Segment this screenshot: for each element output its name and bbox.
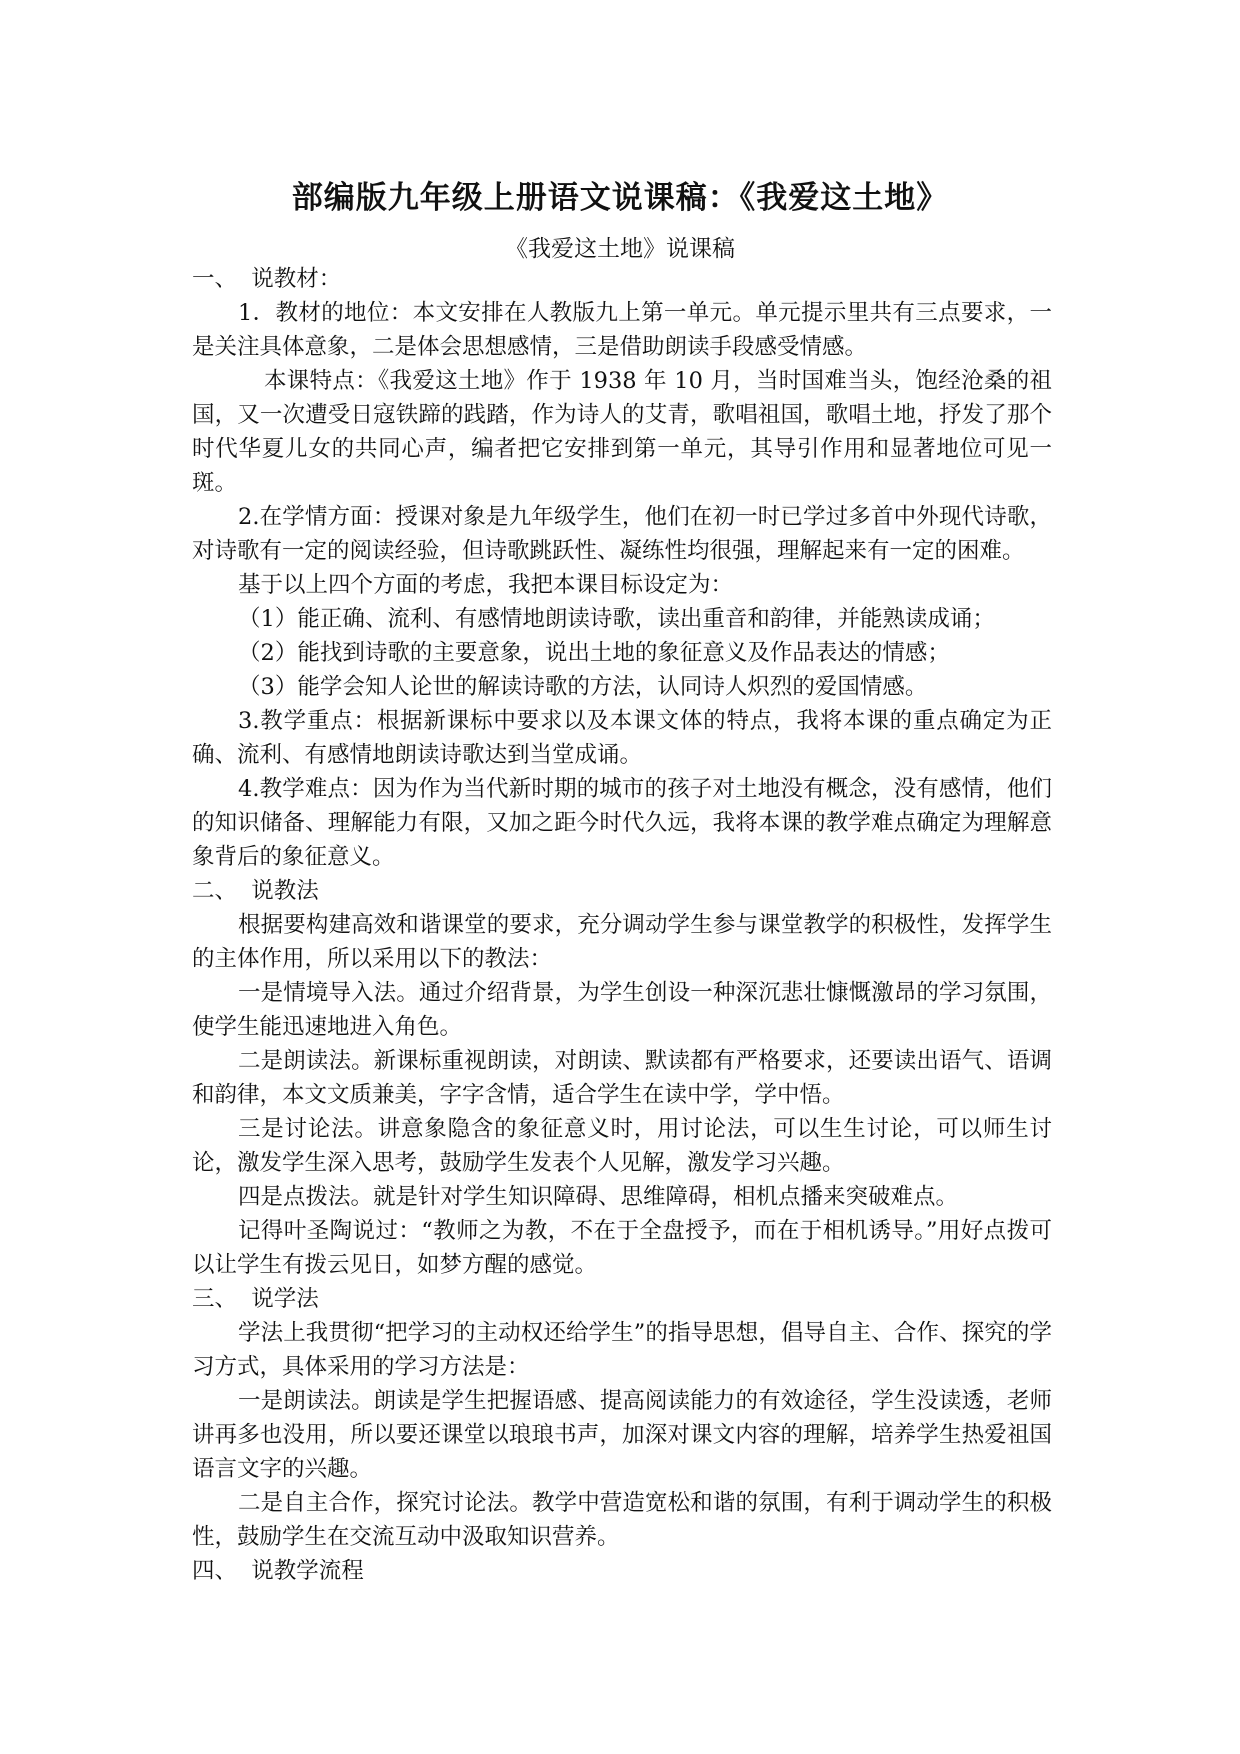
document-title: 部编版九年级上册语文说课稿：《我爱这土地》 (291, 180, 949, 216)
paragraph: 一是情境导入法。通过介绍背景，为学生创设一种深沉悲壮慷慨激昂的学习氛围，使学生能迅速地进入角色。 (192, 980, 1052, 1040)
paragraph: 2.在学情方面：授课对象是九年级学生，他们在初一时已学过多首中外现代诗歌，对诗歌有一定的阅读经验，但诗歌跳跃性、凝练性均很强，理解起来有一定的困难。 (192, 504, 1052, 564)
paragraph: 四是点拨法。就是针对学生知识障碍、思维障碍，相机点播来突破难点。 (238, 1184, 959, 1210)
paragraph: 二是朗读法。新课标重视朗读，对朗读、默读都有严格要求，还要读出语气、语调和韵律，本文文质兼美，字字含情，适合学生在读中学，学中悟。 (192, 1048, 1052, 1108)
objective-item: （3）能学会知人论世的解读诗歌的方法，认同诗人炽烈的爱国情感。 (238, 674, 928, 700)
document-body (192, 262, 1052, 1588)
paragraph: 学法上我贯彻“把学习的主动权还给学生”的指导思想，倡导自主、合作、探究的学习方式，具体采用的学习方法是： (192, 1320, 1052, 1380)
paragraph: 3.教学重点：根据新课标中要求以及本课文体的特点，我将本课的重点确定为正确、流利、有感情地朗读诗歌达到当堂成诵。 (192, 708, 1052, 768)
paragraph: 根据要构建高效和谐课堂的要求，充分调动学生参与课堂教学的积极性，发挥学生的主体作用，所以采用以下的教法： (192, 912, 1052, 972)
paragraph: 本课特点：《我爱这土地》作于 1938 年 10 月，当时国难当头，饱经沧桑的祖国，又一次遭受日寇铁蹄的践踏，作为诗人的艾青，歌唱祖国，歌唱土地，抒发了那个时代华夏儿女的共同心声，编者把它安排到第一单元，其导引作用和显著地位可见一斑。 (192, 368, 1052, 496)
section-heading-1: 一、 说教材： (192, 266, 342, 292)
paragraph: 二是自主合作，探究讨论法。教学中营造宽松和谐的氛围，有利于调动学生的积极性，鼓励学生在交流互动中汲取知识营养。 (192, 1490, 1052, 1550)
paragraph: 记得叶圣陶说过：“教师之为教，不在于全盘授予，而在于相机诱导。”用好点拨可以让学生有拨云见日，如梦方醒的感觉。 (192, 1218, 1052, 1278)
paragraph: 4.教学难点：因为作为当代新时期的城市的孩子对土地没有概念，没有感情，他们的知识储备、理解能力有限，又加之距今时代久远，我将本课的教学难点确定为理解意象背后的象征意义。 (192, 776, 1052, 870)
paragraph: 一是朗读法。朗读是学生把握语感、提高阅读能力的有效途径，学生没读透，老师讲再多也没用，所以要还课堂以琅琅书声，加深对课文内容的理解，培养学生热爱祖国语言文字的兴趣。 (192, 1388, 1052, 1482)
objective-item: （1）能正确、流利、有感情地朗读诗歌，读出重音和韵律，并能熟读成诵； (238, 606, 995, 632)
section-heading-4: 四、 说教学流程 (192, 1558, 364, 1584)
objective-item: （2）能找到诗歌的主要意象，说出土地的象征意义及作品表达的情感； (238, 640, 950, 666)
paragraph: 基于以上四个方面的考虑，我把本课目标设定为： (238, 572, 734, 598)
paragraph: 三是讨论法。讲意象隐含的象征意义时，用讨论法，可以生生讨论，可以师生讨论，激发学生深入思考，鼓励学生发表个人见解，激发学习兴趣。 (192, 1116, 1052, 1176)
paragraph: 1．教材的地位：本文安排在人教版九上第一单元。单元提示里共有三点要求，一是关注具体意象，二是体会思想感情，三是借助朗读手段感受情感。 (192, 300, 1052, 360)
document-subtitle: 《我爱这土地》说课稿 (505, 236, 735, 262)
section-heading-2: 二、 说教法 (192, 878, 319, 904)
section-heading-3: 三、 说学法 (192, 1286, 319, 1312)
